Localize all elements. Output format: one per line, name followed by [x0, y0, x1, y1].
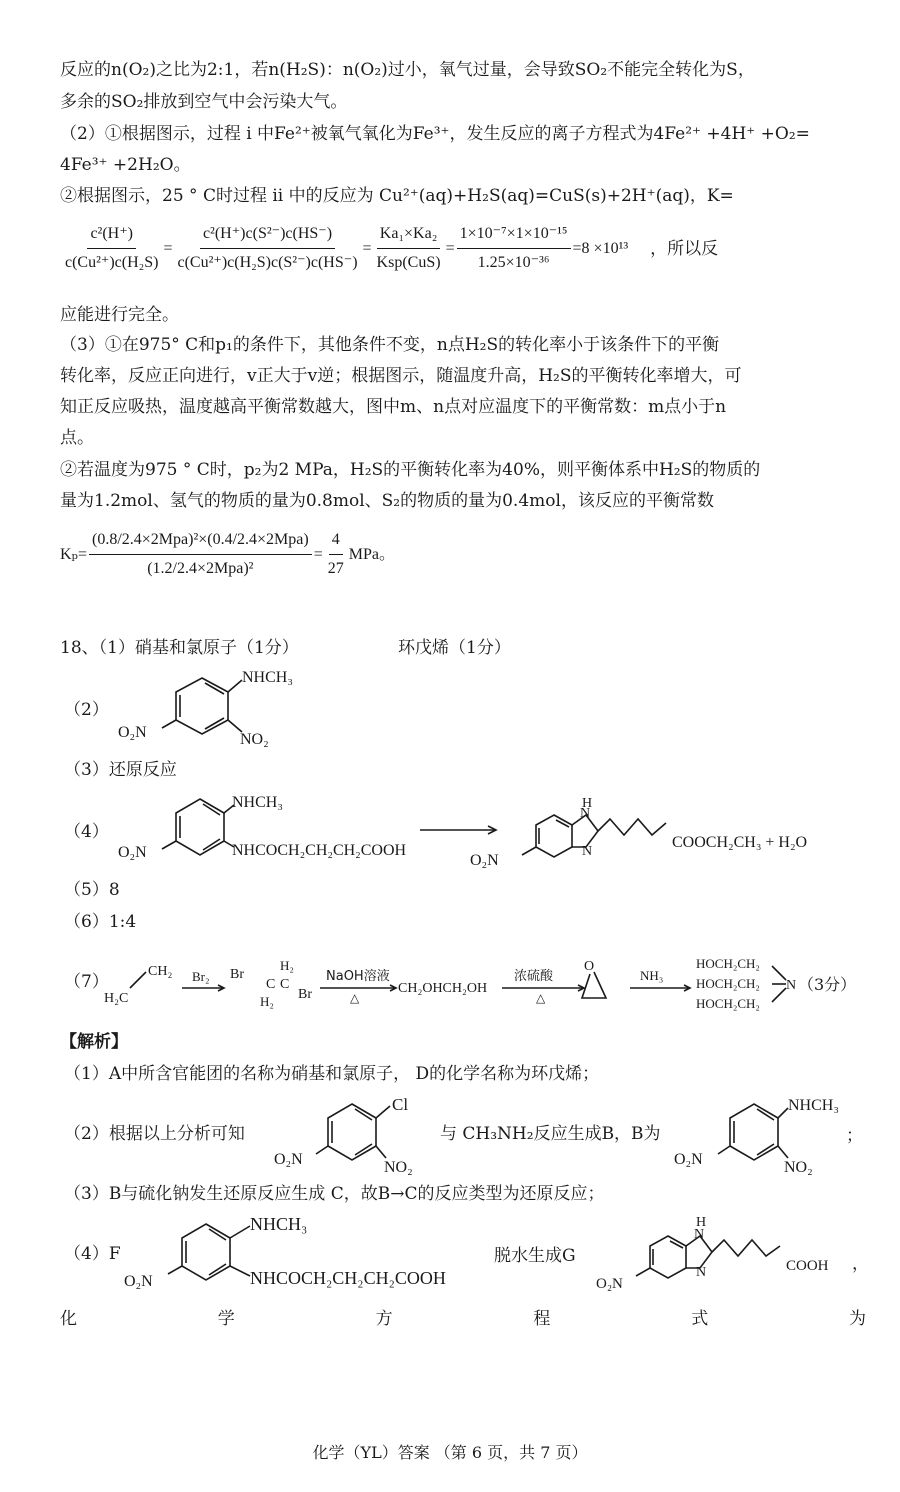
c-label: C	[266, 977, 276, 992]
ester-label: COOCH₂CH₃ + H₂O	[672, 834, 808, 851]
analysis-a5	[60, 1304, 866, 1329]
o2n-label: O₂N	[124, 1273, 153, 1290]
frac-den: Ksp(CuS)	[376, 254, 441, 271]
kp-label: Kₚ=	[60, 545, 87, 563]
nh3-label: NH₃	[640, 968, 664, 983]
structure-b	[110, 662, 320, 752]
text-line: ②若温度为975 ° C时，p₂为2 MPa，H₂S的平衡转化率为40%，则平衡体系中H₂S的物质的	[60, 460, 761, 480]
char: 学	[217, 1309, 235, 1329]
char: 式	[691, 1309, 709, 1329]
q18-p4: （4）	[64, 822, 109, 842]
structure-a	[268, 1092, 438, 1176]
structure-b-analysis	[670, 1092, 850, 1176]
hoch2ch2-label: HOCH₂CH₂	[696, 956, 760, 971]
char: 方	[375, 1309, 393, 1329]
frac-num: c²(H⁺)c(S²⁻)c(HS⁻)	[200, 222, 335, 249]
q18-p2: （2）	[64, 700, 109, 720]
br-label: Br	[230, 967, 244, 982]
reaction-4	[110, 785, 850, 875]
q18-head2: 环戊烯（1分）	[398, 638, 511, 658]
text-line: 4Fe³⁺ +2H₂O。	[60, 155, 191, 175]
br-label: Br	[298, 987, 312, 1002]
nhch3-label: NHCH₃	[242, 669, 293, 686]
analysis-title: 【解析】	[60, 1032, 128, 1052]
structure-g	[594, 1206, 862, 1296]
tea-n-label: N	[786, 978, 797, 993]
no2-label: NO₂	[384, 1159, 413, 1176]
o2n-label: O₂N	[118, 844, 147, 861]
frac-num: Ka₁×Ka₂	[377, 222, 441, 249]
side-chain-label: NHCOCH₂CH₂CH₂COOH	[250, 1268, 446, 1288]
text-line: 反应的n(O₂)之比为2:1，若n(H₂S)：n(O₂)过小，氧气过量，会导致SO₂不能完全转化为S，	[60, 60, 755, 80]
cooh-label: COOH	[786, 1258, 829, 1274]
no2-label: NO₂	[784, 1159, 813, 1176]
glycol-label: CH₂OHCH₂OH	[398, 981, 488, 996]
frac-den: 1.25×10⁻³⁶	[477, 254, 550, 271]
text-line: ②根据图示，25 ° C时过程 ii 中的反应为 Cu²⁺(aq)+H₂S(aq)=CuS(s)+2H⁺(aq)，K=	[60, 186, 734, 206]
h2-label: H₂	[260, 994, 274, 1009]
frac-num: 1×10⁻⁷×1×10⁻¹⁵	[457, 222, 571, 249]
h-label: H	[696, 1215, 707, 1230]
delta-label: △	[350, 991, 360, 1005]
delta-label: △	[536, 991, 546, 1005]
kp-equation: Kₚ= $\frac{\text{(0.8/2.4×2Mpa)²×(0.4/2.4×2Mpa)}}{\text{(1.2/2.4×2Mpa)²}}$ = $\frac{4}{27}$ MPa。	[60, 528, 870, 581]
k-result: =8 ×10¹³	[572, 239, 629, 257]
o2n-label: O₂N	[118, 724, 147, 741]
char: 为	[848, 1309, 866, 1329]
k-equation: $\frac{\text{c²(H⁺)}}{\text{c(Cu²⁺)c(H₂S)}}$ = $\frac{\text{c²(H⁺)c(S²⁻)c(HS⁻)}}{\text{c(Cu²⁺)c(H₂S)c(S²⁻)c(HS⁻)}}$ = $\frac{\text{Ka₁×Ka₂}}{\text{Ksp(CuS)}}$ = $\frac{\text{1×10⁻⁷×1×10⁻¹⁵}}{\text{1.25×10⁻³⁶}}$ =8 ×10¹³ ，所以反	[60, 222, 870, 275]
analysis-a2-mid: 与 CH₃NH₂反应生成B，B为	[440, 1124, 661, 1144]
synthesis-route	[100, 950, 860, 1020]
h-label: H	[582, 796, 593, 811]
q18-head: 18、（1）硝基和氯原子（1分）	[60, 638, 299, 658]
n-label: N	[694, 1227, 705, 1242]
hoch2ch2-label: HOCH₂CH₂	[696, 996, 760, 1011]
n-label: N	[696, 1265, 707, 1280]
analysis-a4-end: ，	[852, 1254, 869, 1274]
analysis-a2-pre: （2）根据以上分析可知	[64, 1124, 245, 1144]
text-line: （3）①在975° C和p₁的条件下，其他条件不变，n点H₂S的转化率小于该条件下的平衡	[60, 335, 720, 355]
frac-den: 27	[327, 560, 344, 577]
analysis-a1: （1）A中所含官能团的名称为硝基和氯原子， D的化学名称为环戊烯；	[64, 1064, 600, 1084]
h2c-label: H₂C	[104, 991, 129, 1006]
text-line: 量为1.2mol、氢气的物质的量为0.8mol、S₂的物质的量为0.4mol，该反应的平衡常数	[60, 491, 714, 511]
text-line: 转化率，反应正向进行，v正大于v逆；根据图示，随温度升高，H₂S的平衡转化率增大，可	[60, 366, 742, 386]
q18-p6: （6）1:4	[64, 912, 137, 932]
br2-label: Br₂	[192, 969, 210, 984]
text-line: 点。	[60, 428, 94, 448]
o2n-label: O₂N	[274, 1151, 303, 1168]
h2so4-label: 浓硫酸	[514, 969, 554, 984]
kp-unit: MPa。	[348, 545, 395, 563]
benzene-ring	[176, 678, 228, 734]
text-line: 应能进行完全。	[60, 305, 179, 325]
analysis-a4-pre: （4）F	[64, 1244, 121, 1264]
n-label: N	[582, 844, 593, 859]
q18-p3: （3）还原反应	[64, 760, 177, 780]
hoch2ch2-label: HOCH₂CH₂	[696, 976, 760, 991]
char: 化	[60, 1309, 77, 1329]
nhch3-label: NHCH₃	[250, 1214, 308, 1234]
o2n-label: O₂N	[470, 852, 499, 869]
cl-label: Cl	[392, 1095, 409, 1114]
frac-num: c²(H⁺)	[87, 222, 136, 249]
text-line: 知正反应吸热，温度越高平衡常数越大，图中m、n点对应温度下的平衡常数：m点小于n	[60, 397, 727, 417]
epoxide-ring	[582, 972, 606, 998]
frac-den: c(Cu²⁺)c(H₂S)c(S²⁻)c(HS⁻)	[177, 254, 358, 271]
q18-p7: （7）	[64, 972, 109, 992]
analysis-a3: （3）B与硫化钠发生还原反应生成 C，故B→C的反应类型为还原反应；	[64, 1184, 605, 1204]
structure-f	[120, 1208, 500, 1298]
analysis-a2-end: ；	[846, 1126, 863, 1146]
frac-num: (0.8/2.4×2Mpa)²×(0.4/2.4×2Mpa)	[89, 528, 312, 555]
page-footer: 化学（YL）答案 （第 6 页，共 7 页）	[312, 1443, 588, 1462]
o2n-label: O₂N	[596, 1276, 623, 1292]
frac-den: c(Cu²⁺)c(H₂S)	[65, 254, 159, 271]
ch2-label: CH₂	[148, 964, 173, 979]
o2n-label: O₂N	[674, 1151, 703, 1168]
text-line: 多余的SO₂排放到空气中会污染大气。	[60, 92, 348, 112]
side-chain-label: NHCOCH₂CH₂CH₂COOH	[232, 842, 407, 859]
text-tail: ，所以反	[650, 238, 719, 259]
score-label: （3分）	[798, 975, 857, 994]
c-label: C	[280, 977, 290, 992]
n-label: N	[580, 806, 591, 821]
naoh-label: NaOH溶液	[326, 969, 390, 984]
h2-label: H₂	[280, 958, 294, 973]
frac-den: (1.2/2.4×2Mpa)²	[147, 560, 254, 577]
analysis-a4-mid: 脱水生成G	[494, 1246, 576, 1266]
o-label: O	[584, 959, 595, 974]
no2-label: NO₂	[240, 731, 269, 748]
nhch3-label: NHCH₃	[788, 1097, 839, 1114]
char: 程	[533, 1309, 551, 1329]
text-line: （2）①根据图示，过程 i 中Fe²⁺被氧气氧化为Fe³⁺，发生反应的离子方程式为4Fe²⁺ +4H⁺ +O₂=	[60, 124, 810, 144]
nhch3-label: NHCH₃	[232, 794, 283, 811]
frac-num: 4	[329, 528, 343, 555]
q18-p5: （5）8	[64, 880, 120, 900]
